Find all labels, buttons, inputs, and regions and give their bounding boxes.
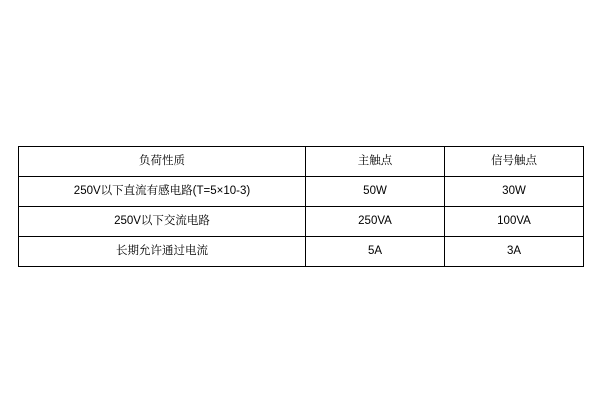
table-cell-signal-contact: 30W	[445, 177, 584, 207]
table-header-row	[19, 147, 584, 177]
table-cell-signal-contact: 100VA	[445, 207, 584, 237]
table-header-cell-load-nature: 负荷性质	[19, 147, 306, 177]
table-header-cell-signal-contact: 信号触点	[445, 147, 584, 177]
table-header-cell-main-contact: 主触点	[306, 147, 445, 177]
spec-table-container	[18, 146, 583, 267]
table-cell-main-contact: 5A	[306, 237, 445, 267]
table-cell-signal-contact: 3A	[445, 237, 584, 267]
table-row	[19, 177, 584, 207]
table-cell-load-nature: 250V以下交流电路	[19, 207, 306, 237]
table-row	[19, 207, 584, 237]
load-specification-table	[18, 146, 584, 267]
table-cell-main-contact: 250VA	[306, 207, 445, 237]
table-cell-load-nature: 250V以下直流有感电路(T=5×10-3)	[19, 177, 306, 207]
table-cell-main-contact: 50W	[306, 177, 445, 207]
table-row	[19, 237, 584, 267]
table-cell-load-nature: 长期允许通过电流	[19, 237, 306, 267]
